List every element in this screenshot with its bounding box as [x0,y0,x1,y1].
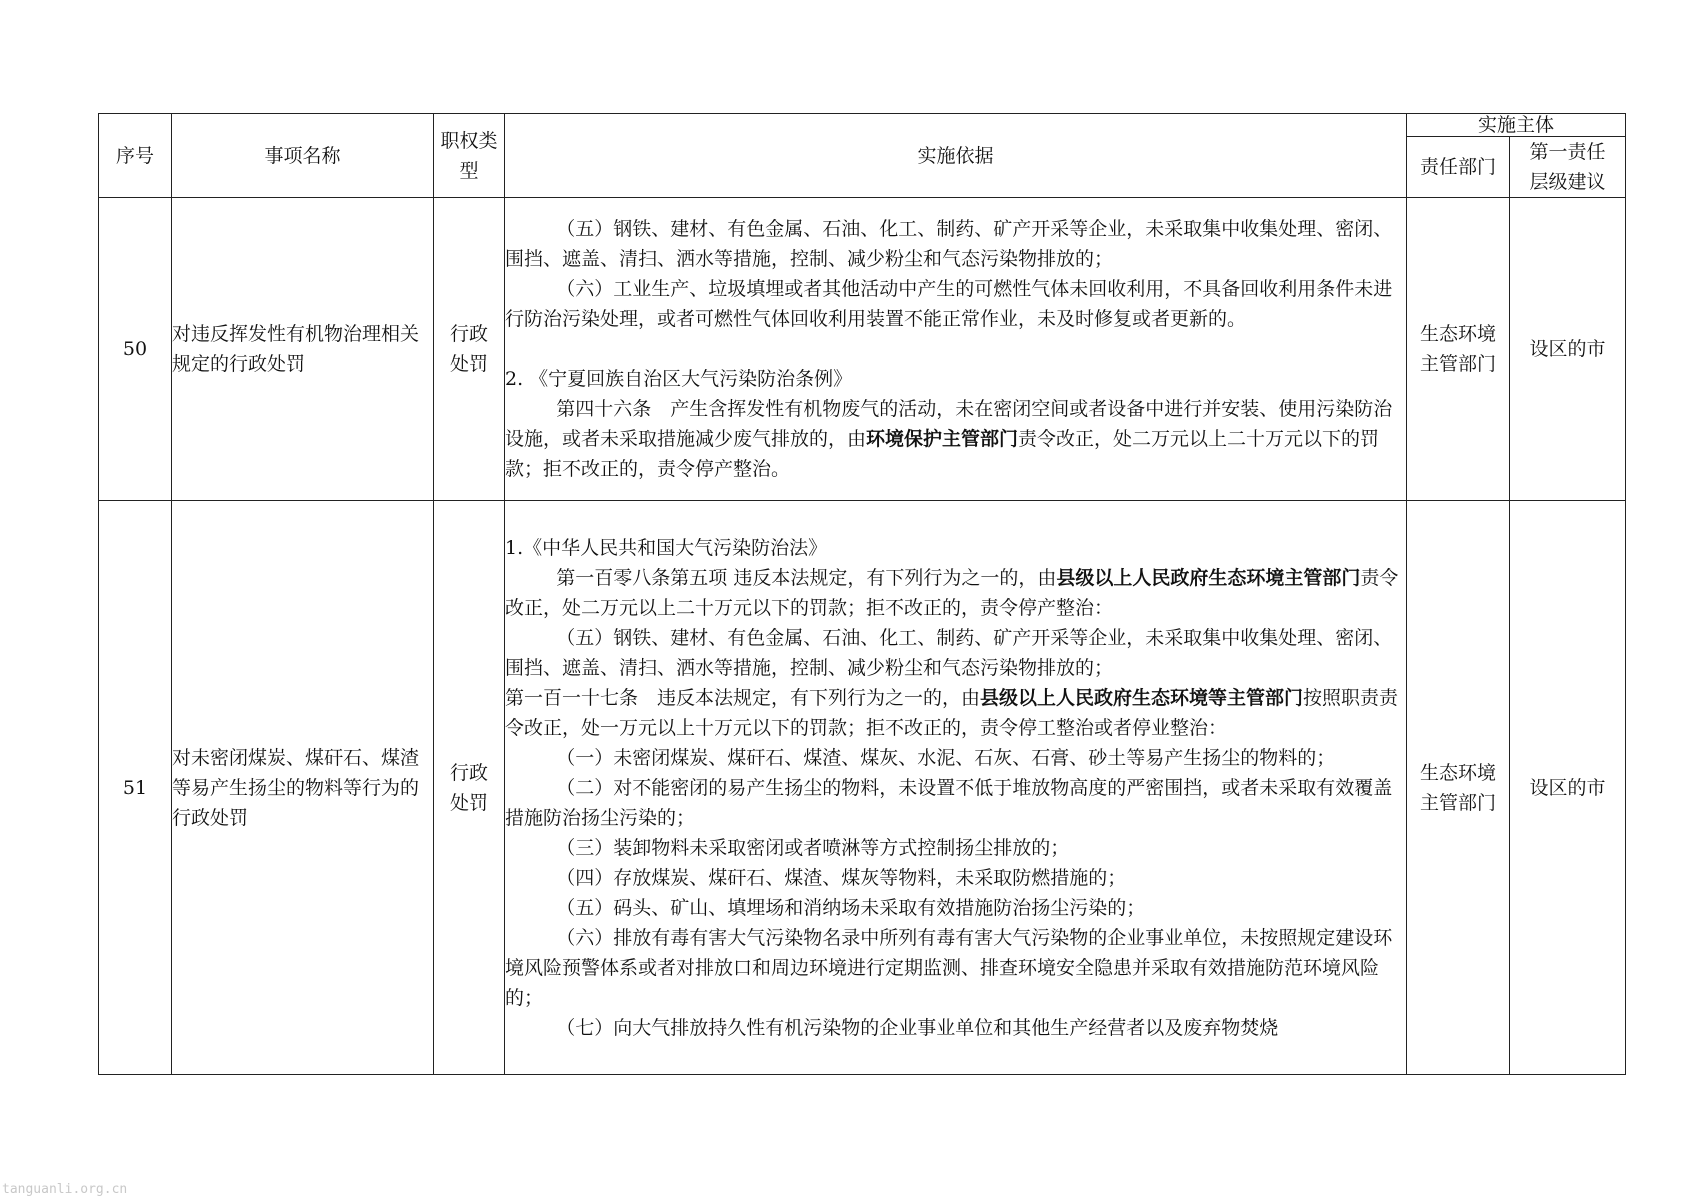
header-name: 事项名称 [172,114,434,198]
basis-paragraph: （四）存放煤炭、煤矸石、煤渣、煤灰等物料，未采取防燃措施的； [556,866,1127,889]
basis-law-title: 1.《中华人民共和国大气污染防治法》 [505,536,828,559]
row-name: 对违反挥发性有机物治理相关规定的行政处罚 [172,198,434,501]
penalty-table [98,113,1626,1075]
basis-paragraph: （二）对不能密闭的易产生扬尘的物料，未设置不低于堆放物高度的严密围挡，或者未采取有效覆盖措施防治扬尘污染的； [505,776,1393,829]
row-name: 对未密闭煤炭、煤矸石、煤渣等易产生扬尘的物料等行为的行政处罚 [172,501,434,1075]
row-seq: 50 [99,198,172,501]
header-seq: 序号 [99,114,172,198]
watermark: tanguanli.org.cn [2,1182,128,1197]
basis-paragraph: （一）未密闭煤炭、煤矸石、煤渣、煤灰、水泥、石灰、石膏、砂土等易产生扬尘的物料的； [556,746,1336,769]
row-level: 设区的市 [1510,501,1626,1075]
header-level: 第一责任层级建议 [1510,137,1626,198]
basis-authority: 环境保护主管部门 [866,428,1019,450]
basis-paragraph: （七）向大气排放持久性有机污染物的企业事业单位和其他生产经营者以及废弃物焚烧 [556,1016,1279,1039]
header-dept: 责任部门 [1407,137,1510,198]
table-row [99,198,1626,501]
basis-paragraph: （六）工业生产、垃圾填埋或者其他活动中产生的可燃性气体未回收利用，不具备回收利用条件未进行防治污染处理，或者可燃性气体回收利用装置不能正常作业，未及时修复或者更新的。 [505,278,1393,330]
basis-paragraph [505,563,1406,623]
header-type: 职权类型 [434,114,505,198]
row-type: 行政处罚 [434,198,505,501]
row-seq: 51 [99,501,172,1075]
row-dept: 生态环境主管部门 [1407,501,1510,1075]
header-subject: 实施主体 [1407,114,1626,137]
basis-text: 责令改正，处二万元以上二十万元以下的罚款；拒不改正的，责令停产整治。 [505,428,1380,480]
row-type: 行政处罚 [434,501,505,1075]
basis-paragraph: （五）钢铁、建材、有色金属、石油、化工、制药、矿产开采等企业，未采取集中收集处理、密闭、围挡、遮盖、清扫、洒水等措施，控制、减少粉尘和气态污染物排放的； [505,218,1393,270]
basis-law-title: 2. 《宁夏回族自治区大气污染防治条例》 [505,368,853,390]
table-row [99,501,1626,1075]
basis-text: 责令改正，处二万元以上二十万元以下的罚款；拒不改正的，责令停产整治： [505,566,1399,619]
basis-paragraph: （五）码头、矿山、填埋场和消纳场未采取有效措施防治扬尘污染的； [556,896,1146,919]
basis-text: 第一百零八条第五项 违反本法规定，有下列行为之一的，由 [556,566,1057,589]
basis-paragraph [505,394,1406,484]
basis-text: 第一百一十七条 违反本法规定，有下列行为之一的，由 [505,686,981,709]
basis-authority: 县级以上人民政府生态环境主管部门 [1056,566,1361,589]
row-level: 设区的市 [1510,198,1626,501]
basis-text: 第四十六条 产生含挥发性有机物废气的活动，未在密闭空间或者设备中进行并安装、使用污染防治设施，或者未采取措施减少废气排放的，由 [505,398,1393,450]
basis-paragraph: （六）排放有毒有害大气污染物名录中所列有毒有害大气污染物的企业事业单位，未按照规定建设环境风险预警体系或者对排放口和周边环境进行定期监测、排查环境安全隐患并采取有效措施防范环境风险的； [505,926,1393,1009]
header-row-1 [99,114,1626,137]
basis-paragraph: （三）装卸物料未采取密闭或者喷淋等方式控制扬尘排放的； [556,836,1070,859]
basis-paragraph: （五）钢铁、建材、有色金属、石油、化工、制药、矿产开采等企业，未采取集中收集处理、密闭、围挡、遮盖、清扫、洒水等措施，控制、减少粉尘和气态污染物排放的； [505,626,1393,679]
basis-paragraph [505,683,1406,743]
row-basis [505,198,1407,501]
basis-authority: 县级以上人民政府生态环境等主管部门 [980,686,1304,709]
basis-text: 按照职责责令改正，处一万元以上十万元以下的罚款；拒不改正的，责令停工整治或者停业整治： [505,686,1399,739]
row-dept: 生态环境主管部门 [1407,198,1510,501]
header-basis: 实施依据 [505,114,1407,198]
row-basis [505,501,1407,1075]
